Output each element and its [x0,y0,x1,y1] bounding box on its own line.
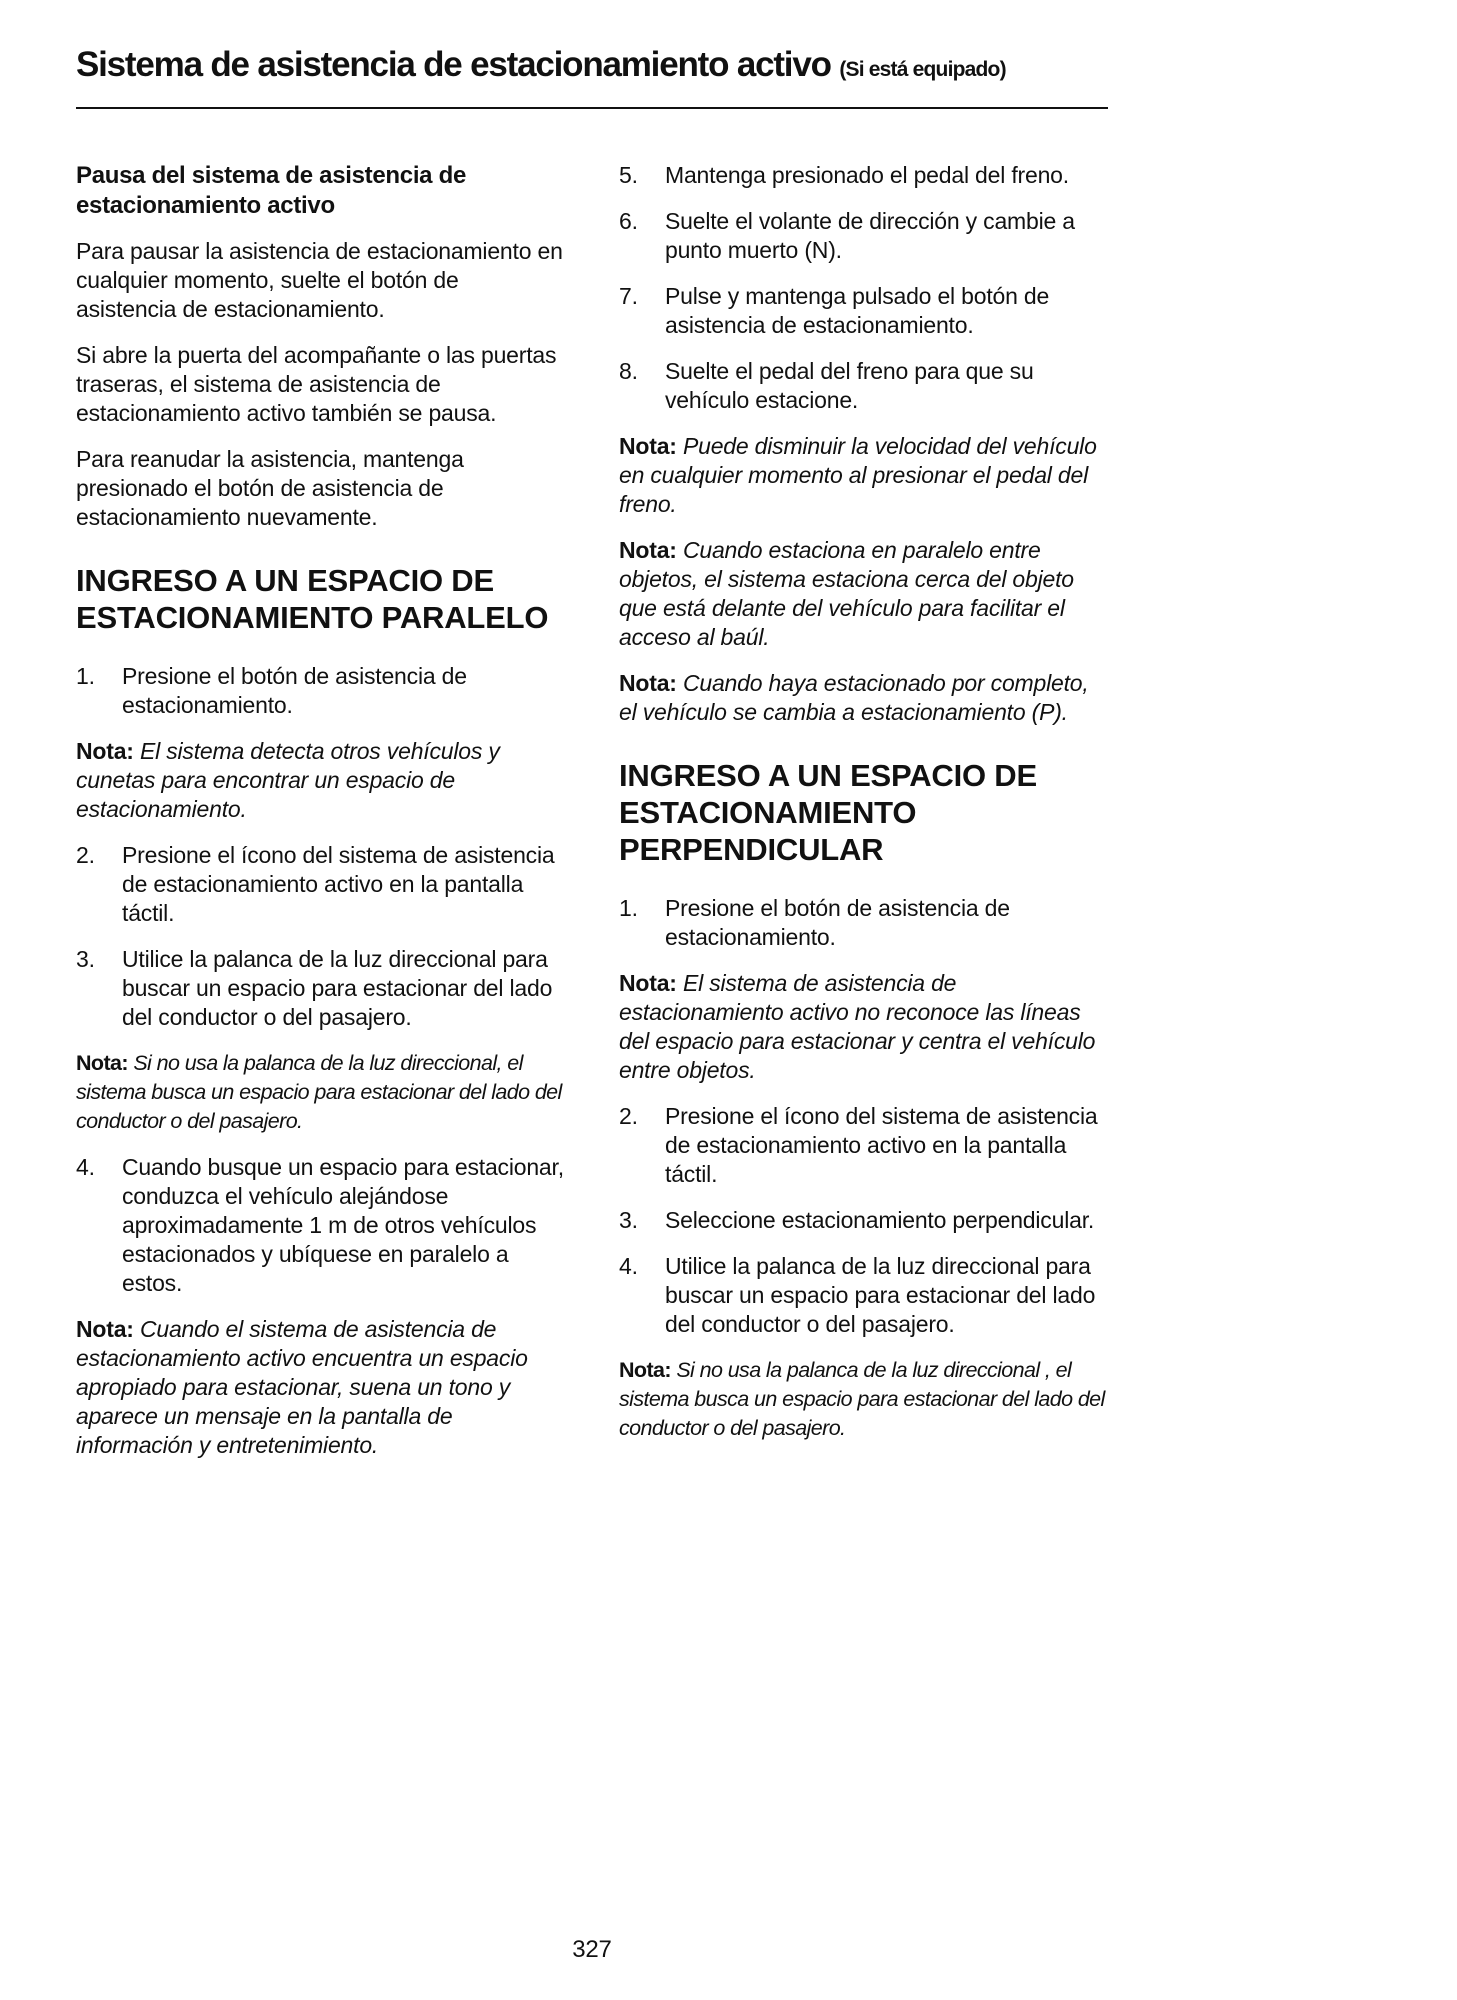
section-subheading: Pausa del sistema de asistencia de estacionamiento activo [76,162,467,219]
list-item-text: Mantenga presionado el pedal del freno. [665,162,1069,188]
list-item-number: 7. [619,283,638,309]
list-item [619,282,1108,340]
list-item-text: Utilice la palanca de la luz direccional para buscar un espacio para estacionar del lado del conductor o del pasajero. [122,946,553,1030]
note-label: Nota: [619,433,683,459]
list-item-text: Seleccione estacionamiento perpendicular. [665,1207,1095,1233]
note-paragraph [619,669,1108,727]
note-label: Nota: [619,970,683,996]
list-item-text: Presione el botón de asistencia de estacionamiento. [665,895,1010,950]
paragraph: Si abre la puerta del acompañante o las puertas traseras, el sistema de asistencia de estacionamiento activo también se pausa. [76,342,557,426]
paragraph: Para pausar la asistencia de estacionamiento en cualquier momento, suelte el botón de asistencia de estacionamiento. [76,238,563,322]
section-heading: INGRESO A UN ESPACIO DE ESTACIONAMIENTO PERPENDICULAR [619,758,1037,867]
list-item [76,1153,565,1298]
list-item-number: 4. [76,1154,95,1180]
list-item-number: 6. [619,208,638,234]
page-title-main: Sistema de asistencia de estacionamiento activo [76,45,831,84]
list-item-text: Pulse y mantenga pulsado el botón de asistencia de estacionamiento. [665,283,1050,338]
list-item-text: Suelte el pedal del freno para que su vehículo estacione. [665,358,1034,413]
list-item-number: 5. [619,162,638,188]
list-item [76,841,565,928]
note-text: Cuando el sistema de asistencia de estacionamiento activo encuentra un espacio apropiado para estacionar, suena un tono y aparece un mensaje en la pantalla de información y entretenimiento. [76,1316,528,1458]
list-item [76,662,565,720]
note-text: El sistema de asistencia de estacionamiento activo no reconoce las líneas del espacio para estacionar y centra el vehículo entre objetos. [619,970,1096,1083]
note-paragraph [76,1315,565,1460]
list-item [619,357,1108,415]
page-number: 327 [572,1936,612,1963]
note-paragraph [76,1049,565,1136]
list-item-text: Presione el ícono del sistema de asistencia de estacionamiento activo en la pantalla táctil. [122,842,555,926]
note-text: Cuando estaciona en paralelo entre objetos, el sistema estaciona cerca del objeto que está delante del vehículo para facilitar el acceso al baúl. [619,537,1074,650]
note-text: Cuando haya estacionado por completo, el vehículo se cambia a estacionamiento (P). [619,670,1089,725]
note-text: El sistema detecta otros vehículos y cunetas para encontrar un espacio de estacionamiento. [76,738,500,822]
section-heading: INGRESO A UN ESPACIO DE ESTACIONAMIENTO PARALELO [76,563,549,635]
right-column [619,161,1108,1477]
header-divider [76,107,1108,109]
list-item [619,894,1108,952]
list-item-number: 3. [76,946,95,972]
note-paragraph [619,432,1108,519]
list-item-number: 2. [619,1103,638,1129]
list-item-text: Utilice la palanca de la luz direccional para buscar un espacio para estacionar del lado del conductor o del pasajero. [665,1253,1096,1337]
page-content [76,44,1108,1477]
list-item-number: 3. [619,1207,638,1233]
note-text: Si no usa la palanca de la luz direccional, el sistema busca un espacio para estacionar del lado del conductor o del pasajero. [76,1051,562,1133]
note-label: Nota: [619,670,683,696]
note-paragraph [619,1356,1108,1443]
list-item-number: 1. [619,895,638,921]
note-paragraph [619,536,1108,652]
note-label: Nota: [76,738,140,764]
page-title [76,44,1108,91]
page-title-suffix: (Si está equipado) [839,58,1006,81]
list-item [619,1252,1108,1339]
page-header [76,44,1108,109]
paragraph: Para reanudar la asistencia, mantenga presionado el botón de asistencia de estacionamiento nuevamente. [76,446,464,530]
list-item [619,207,1108,265]
left-column [76,161,565,1477]
list-item [76,945,565,1032]
list-item-number: 1. [76,663,95,689]
list-item-number: 2. [76,842,95,868]
note-paragraph [619,969,1108,1085]
list-item-text: Presione el ícono del sistema de asistencia de estacionamiento activo en la pantalla táctil. [665,1103,1098,1187]
note-text: Si no usa la palanca de la luz direccional , el sistema busca un espacio para estacionar del lado del conductor o del pasajero. [619,1358,1105,1440]
list-item-text: Presione el botón de asistencia de estacionamiento. [122,663,467,718]
note-text: Puede disminuir la velocidad del vehículo en cualquier momento al presionar el pedal del freno. [619,433,1097,517]
list-item-text: Suelte el volante de dirección y cambie a punto muerto (N). [665,208,1075,263]
two-column-layout [76,161,1108,1477]
list-item-text: Cuando busque un espacio para estacionar, conduzca el vehículo alejándose aproximadamente 1 m de otros vehículos estacionados y ubíquese en paralelo a estos. [122,1154,564,1296]
note-label: Nota: [619,1358,677,1382]
note-label: Nota: [76,1316,140,1342]
note-paragraph [76,737,565,824]
note-label: Nota: [619,537,683,563]
note-label: Nota: [76,1051,134,1075]
list-item [619,1102,1108,1189]
list-item [619,161,1108,190]
list-item-number: 4. [619,1253,638,1279]
list-item [619,1206,1108,1235]
list-item-number: 8. [619,358,638,384]
